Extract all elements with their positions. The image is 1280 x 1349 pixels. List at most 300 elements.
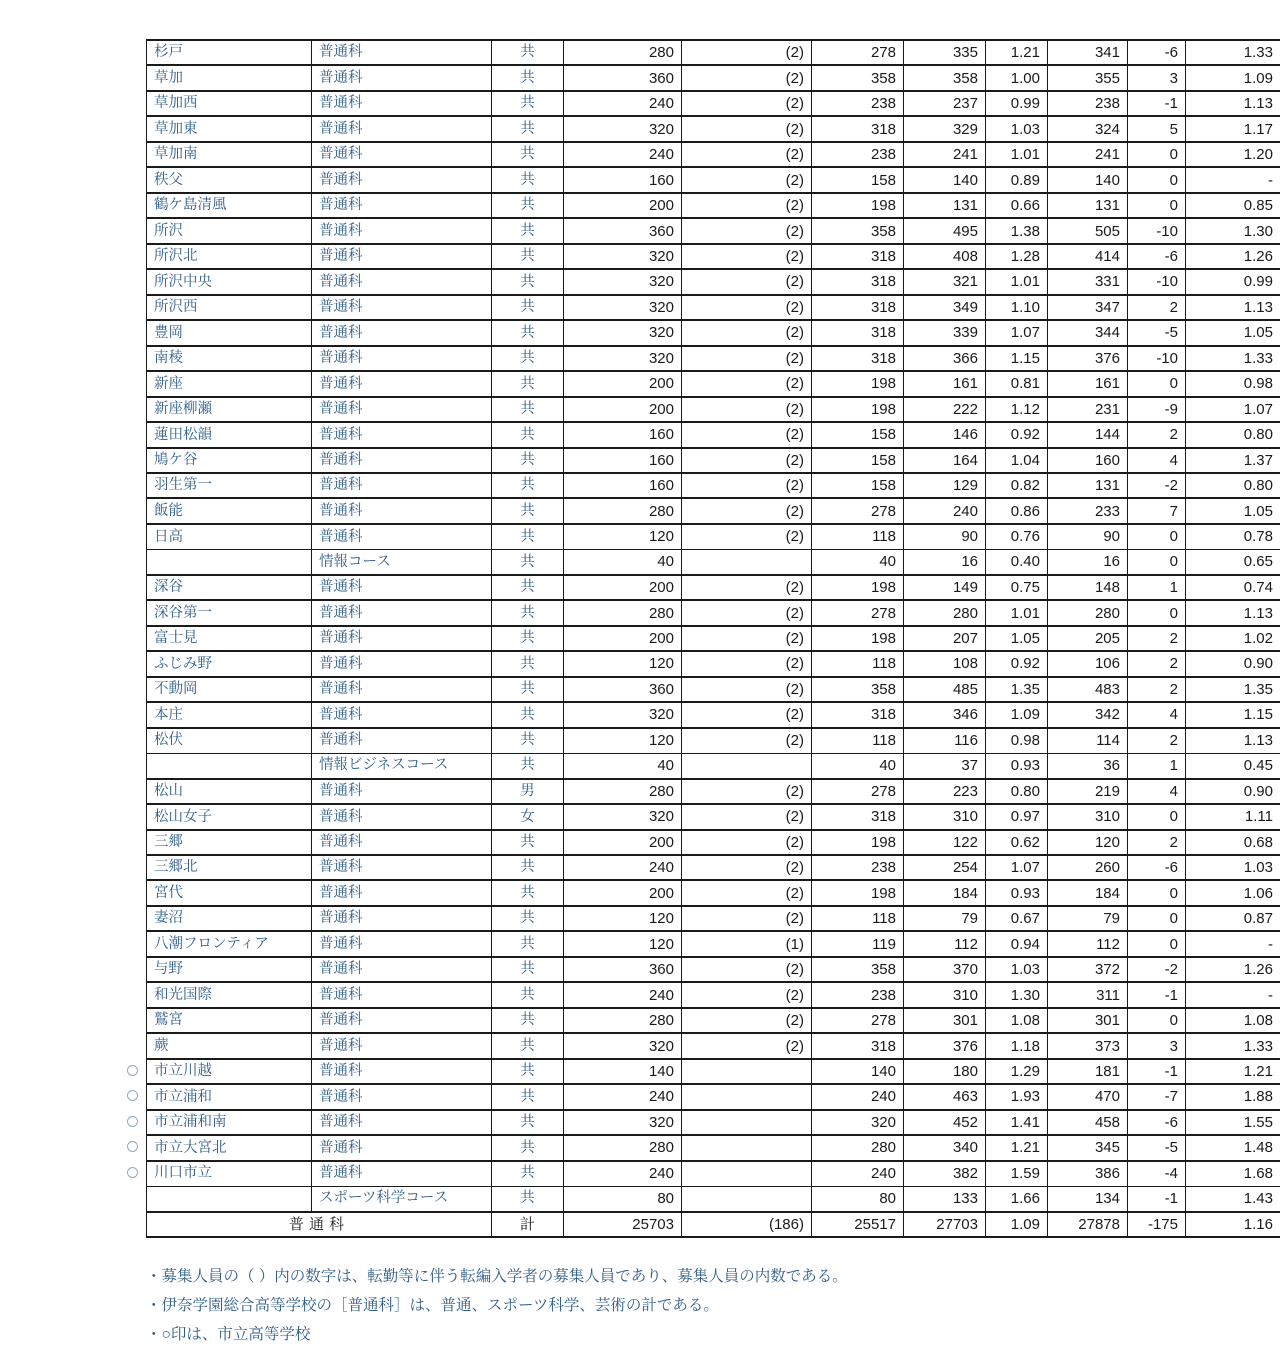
cell-transfer-quota: (2) (682, 1008, 812, 1033)
cell-sex-code: 共 (492, 1135, 564, 1160)
table-row (147, 728, 1280, 753)
cell-transfer-quota: (2) (682, 218, 812, 243)
cell-course-name: 普通科 (312, 1161, 492, 1186)
cell-course-name: 普通科 (312, 1008, 492, 1033)
table-row (147, 1033, 1280, 1058)
cell-applicants: 495 (904, 218, 986, 243)
cell-capacity: 320 (564, 1110, 682, 1135)
cell-course-name: 普通科 (312, 320, 492, 345)
cell-capacity: 200 (564, 371, 682, 396)
cell-applicants-prev: 241 (1048, 142, 1128, 167)
cell-course-name: 情報ビジネスコース (312, 753, 492, 778)
table-row (147, 320, 1280, 345)
cell-net-capacity: 318 (812, 346, 904, 371)
cell-rate: 1.93 (986, 1084, 1048, 1109)
cell-sex-code: 共 (492, 1186, 564, 1211)
municipal-school-circle-icon (127, 1141, 138, 1152)
cell-capacity: 160 (564, 422, 682, 447)
cell-applicants-prev: 205 (1048, 626, 1128, 651)
cell-rate: 0.76 (986, 524, 1048, 549)
table-row (147, 269, 1280, 294)
cell-course-name: 普通科 (312, 880, 492, 905)
cell-applicants: 37 (904, 753, 986, 778)
cell-rate-prev: 1.11 (1186, 804, 1280, 829)
cell-transfer-quota: (2) (682, 498, 812, 523)
cell-sex-code: 男 (492, 779, 564, 804)
cell-course-name: 普通科 (312, 600, 492, 625)
cell-applicants-prev: 458 (1048, 1110, 1128, 1135)
cell-applicants: 184 (904, 880, 986, 905)
cell-applicants-prev: 106 (1048, 651, 1128, 676)
cell-school-name: 市立川越 (147, 1059, 312, 1084)
cell-rate: 1.21 (986, 40, 1048, 65)
cell-sex-code: 共 (492, 142, 564, 167)
cell-rate-prev: 1.05 (1186, 320, 1280, 345)
cell-diff: 0 (1128, 193, 1186, 218)
cell-net-capacity: 198 (812, 193, 904, 218)
cell-applicants: 240 (904, 498, 986, 523)
cell-sex-code: 共 (492, 600, 564, 625)
cell-transfer-quota: (2) (682, 244, 812, 269)
cell-rate-prev: 1.48 (1186, 1135, 1280, 1160)
cell-applicants-prev: 144 (1048, 422, 1128, 447)
cell-school-name: 草加南 (147, 142, 312, 167)
cell-net-capacity: 40 (812, 549, 904, 574)
cell-rate: 1.12 (986, 397, 1048, 422)
cell-rate: 0.40 (986, 549, 1048, 574)
cell-sex-code: 共 (492, 880, 564, 905)
cell-transfer-quota: (2) (682, 91, 812, 116)
cell-applicants-prev: 131 (1048, 473, 1128, 498)
admissions-table-container (146, 39, 1180, 1238)
cell-diff: 2 (1128, 677, 1186, 702)
cell-net-capacity: 118 (812, 906, 904, 931)
cell-applicants-prev: 161 (1048, 371, 1128, 396)
cell-applicants-prev: 140 (1048, 167, 1128, 192)
cell-net-capacity: 238 (812, 982, 904, 1007)
cell-net-capacity: 278 (812, 600, 904, 625)
cell-transfer-quota: (2) (682, 448, 812, 473)
table-row (147, 906, 1280, 931)
marker-slot (118, 803, 146, 828)
cell-school-name: 市立大宮北 (147, 1135, 312, 1160)
cell-applicants: 241 (904, 142, 986, 167)
cell-applicants-prev: 16 (1048, 549, 1128, 574)
cell-rate: 1.59 (986, 1161, 1048, 1186)
cell-course-name: 普通科 (312, 1059, 492, 1084)
cell-sex-code: 共 (492, 1110, 564, 1135)
cell-capacity: 280 (564, 40, 682, 65)
cell-course-name: 普通科 (312, 677, 492, 702)
cell-sex-code: 共 (492, 116, 564, 141)
cell-sex-code: 共 (492, 397, 564, 422)
cell-applicants: 376 (904, 1033, 986, 1058)
cell-applicants-prev: 238 (1048, 91, 1128, 116)
cell-course-name: 普通科 (312, 651, 492, 676)
cell-transfer-quota (682, 1186, 812, 1211)
cell-diff: 0 (1128, 931, 1186, 956)
cell-applicants: 149 (904, 575, 986, 600)
cell-diff: 0 (1128, 906, 1186, 931)
cell-capacity: 200 (564, 575, 682, 600)
cell-rate-prev: 1.06 (1186, 880, 1280, 905)
cell-sex-code: 共 (492, 269, 564, 294)
cell-rate-prev: 1.15 (1186, 702, 1280, 727)
cell-sex-code: 共 (492, 91, 564, 116)
cell-capacity: 40 (564, 549, 682, 574)
cell-rate-prev: 0.80 (1186, 422, 1280, 447)
cell-applicants-prev: 79 (1048, 906, 1128, 931)
cell-course-name: 普通科 (312, 193, 492, 218)
cell-rate: 0.80 (986, 779, 1048, 804)
municipal-school-circle-icon (127, 1167, 138, 1178)
cell-transfer-quota: (2) (682, 167, 812, 192)
cell-capacity: 200 (564, 397, 682, 422)
marker-slot (118, 879, 146, 904)
cell-capacity: 280 (564, 498, 682, 523)
cell-capacity: 280 (564, 779, 682, 804)
marker-slot (118, 370, 146, 395)
cell-school-name: 深谷第一 (147, 600, 312, 625)
cell-rate: 1.01 (986, 600, 1048, 625)
cell-rate-prev: 0.90 (1186, 779, 1280, 804)
cell-school-name: 市立浦和南 (147, 1110, 312, 1135)
table-row (147, 1186, 1280, 1211)
cell-applicants-prev: 231 (1048, 397, 1128, 422)
marker-slot (118, 217, 146, 242)
cell-diff: 5 (1128, 116, 1186, 141)
cell-applicants-prev: 331 (1048, 269, 1128, 294)
cell-course-name: 普通科 (312, 702, 492, 727)
cell-diff: 4 (1128, 702, 1186, 727)
cell-transfer-quota: (2) (682, 371, 812, 396)
cell-sex-code: 共 (492, 193, 564, 218)
table-row (147, 753, 1280, 778)
cell-diff: 7 (1128, 498, 1186, 523)
cell-course-name: 普通科 (312, 91, 492, 116)
marker-slot (118, 345, 146, 370)
cell-applicants-prev: 160 (1048, 448, 1128, 473)
table-row (147, 244, 1280, 269)
cell-school-name: 鳩ケ谷 (147, 448, 312, 473)
cell-capacity: 40 (564, 753, 682, 778)
cell-rate-prev: 1.13 (1186, 295, 1280, 320)
cell-rate-prev: - (1186, 931, 1280, 956)
cell-capacity: 240 (564, 1084, 682, 1109)
cell-sex-code: 共 (492, 830, 564, 855)
cell-applicants: 79 (904, 906, 986, 931)
cell-school-name: 三郷北 (147, 855, 312, 880)
table-row (147, 702, 1280, 727)
cell-school-name: 所沢北 (147, 244, 312, 269)
cell-capacity: 120 (564, 651, 682, 676)
cell-applicants: 237 (904, 91, 986, 116)
cell-applicants-prev: 483 (1048, 677, 1128, 702)
cell-sex-code: 共 (492, 295, 564, 320)
cell-applicants: 301 (904, 1008, 986, 1033)
cell-net-capacity: 118 (812, 728, 904, 753)
cell-applicants-prev: 181 (1048, 1059, 1128, 1084)
table-row (147, 346, 1280, 371)
cell-school-name: 新座柳瀬 (147, 397, 312, 422)
cell-transfer-quota: (2) (682, 269, 812, 294)
cell-school-name: 蕨 (147, 1033, 312, 1058)
table-row (147, 651, 1280, 676)
cell-rate: 0.66 (986, 193, 1048, 218)
cell-school-name (147, 1186, 312, 1211)
table-row (147, 1110, 1280, 1135)
cell-transfer-quota: (1) (682, 931, 812, 956)
cell-applicants-prev: 345 (1048, 1135, 1128, 1160)
cell-applicants: 140 (904, 167, 986, 192)
cell-net-capacity: 158 (812, 422, 904, 447)
cell-diff: -5 (1128, 1135, 1186, 1160)
cell-school-name: 羽生第一 (147, 473, 312, 498)
table-row (147, 804, 1280, 829)
marker-slot (118, 268, 146, 293)
cell-applicants-prev: 134 (1048, 1186, 1128, 1211)
cell-transfer-quota: (2) (682, 346, 812, 371)
cell-rate: 0.82 (986, 473, 1048, 498)
marker-slot (118, 778, 146, 803)
cell-diff: 2 (1128, 626, 1186, 651)
table-row (147, 524, 1280, 549)
cell-applicants-prev: 114 (1048, 728, 1128, 753)
cell-sex-code: 共 (492, 1059, 564, 1084)
cell-rate: 0.98 (986, 728, 1048, 753)
cell-capacity: 320 (564, 116, 682, 141)
cell-capacity: 120 (564, 524, 682, 549)
table-row (147, 779, 1280, 804)
total-label: 普通科 (147, 1212, 492, 1237)
cell-applicants-prev: 90 (1048, 524, 1128, 549)
cell-diff: -6 (1128, 40, 1186, 65)
cell-net-capacity: 198 (812, 371, 904, 396)
cell-rate: 0.92 (986, 422, 1048, 447)
cell-capacity: 240 (564, 1161, 682, 1186)
cell-transfer-quota (682, 753, 812, 778)
cell-net-capacity: 318 (812, 804, 904, 829)
cell-diff: 0 (1128, 1008, 1186, 1033)
cell-sex-code: 共 (492, 167, 564, 192)
cell-school-name: 秩父 (147, 167, 312, 192)
marker-slot (118, 650, 146, 675)
cell-school-name: 松伏 (147, 728, 312, 753)
cell-sex-code: 共 (492, 244, 564, 269)
cell-capacity: 320 (564, 702, 682, 727)
marker-slot (118, 319, 146, 344)
table-row (147, 218, 1280, 243)
cell-rate-prev: 1.05 (1186, 498, 1280, 523)
cell-applicants: 452 (904, 1110, 986, 1135)
table-row (147, 91, 1280, 116)
cell-school-name: 飯能 (147, 498, 312, 523)
cell-course-name: 普通科 (312, 575, 492, 600)
cell-sex-code: 共 (492, 346, 564, 371)
cell-rate: 1.08 (986, 1008, 1048, 1033)
cell-sex-code: 共 (492, 651, 564, 676)
cell-school-name: 本庄 (147, 702, 312, 727)
total-sex-code: 計 (492, 1212, 564, 1237)
cell-applicants-prev: 219 (1048, 779, 1128, 804)
cell-transfer-quota: (2) (682, 193, 812, 218)
cell-school-name: 松山 (147, 779, 312, 804)
table-row (147, 397, 1280, 422)
cell-school-name: 新座 (147, 371, 312, 396)
cell-rate: 1.21 (986, 1135, 1048, 1160)
cell-rate: 0.89 (986, 167, 1048, 192)
cell-rate-prev: 1.26 (1186, 957, 1280, 982)
marker-slot (118, 1185, 146, 1210)
cell-diff: -1 (1128, 1059, 1186, 1084)
cell-applicants: 280 (904, 600, 986, 625)
cell-transfer-quota: (2) (682, 320, 812, 345)
cell-diff: 0 (1128, 804, 1186, 829)
cell-applicants-prev: 376 (1048, 346, 1128, 371)
cell-diff: 0 (1128, 549, 1186, 574)
cell-diff: -9 (1128, 397, 1186, 422)
cell-applicants: 310 (904, 982, 986, 1007)
cell-capacity: 280 (564, 1135, 682, 1160)
cell-school-name: 鷲宮 (147, 1008, 312, 1033)
cell-capacity: 200 (564, 193, 682, 218)
cell-capacity: 240 (564, 142, 682, 167)
cell-sex-code: 共 (492, 1161, 564, 1186)
cell-rate-prev: 0.85 (1186, 193, 1280, 218)
cell-school-name: 市立浦和 (147, 1084, 312, 1109)
marker-slot (118, 64, 146, 89)
cell-rate-prev: 0.99 (1186, 269, 1280, 294)
cell-rate: 1.07 (986, 320, 1048, 345)
cell-transfer-quota (682, 1110, 812, 1135)
cell-transfer-quota: (2) (682, 830, 812, 855)
cell-applicants-prev: 184 (1048, 880, 1128, 905)
cell-rate-prev: 1.02 (1186, 626, 1280, 651)
cell-net-capacity: 358 (812, 677, 904, 702)
cell-rate: 0.81 (986, 371, 1048, 396)
table-row (147, 677, 1280, 702)
marker-slot (118, 1109, 146, 1134)
cell-school-name: ふじみ野 (147, 651, 312, 676)
table-total-row (147, 1212, 1280, 1237)
cell-rate-prev: 1.55 (1186, 1110, 1280, 1135)
cell-rate: 1.00 (986, 65, 1048, 90)
cell-school-name: 三郷 (147, 830, 312, 855)
marker-slot (118, 981, 146, 1006)
marker-slot (118, 421, 146, 446)
cell-rate-prev: 0.68 (1186, 830, 1280, 855)
cell-net-capacity: 158 (812, 448, 904, 473)
cell-sex-code: 共 (492, 549, 564, 574)
cell-net-capacity: 238 (812, 855, 904, 880)
total-applicants: 27703 (904, 1212, 986, 1237)
cell-sex-code: 共 (492, 473, 564, 498)
cell-diff: 0 (1128, 880, 1186, 905)
cell-net-capacity: 278 (812, 498, 904, 523)
cell-transfer-quota (682, 1161, 812, 1186)
cell-diff: 3 (1128, 1033, 1186, 1058)
municipal-school-circle-icon (127, 1090, 138, 1101)
cell-transfer-quota: (2) (682, 40, 812, 65)
cell-rate-prev: 1.26 (1186, 244, 1280, 269)
table-row (147, 295, 1280, 320)
table-row (147, 957, 1280, 982)
cell-applicants: 90 (904, 524, 986, 549)
marker-slot (118, 141, 146, 166)
table-row (147, 1059, 1280, 1084)
cell-school-name: 蓮田松韻 (147, 422, 312, 447)
cell-rate: 1.29 (986, 1059, 1048, 1084)
cell-applicants-prev: 344 (1048, 320, 1128, 345)
cell-applicants: 329 (904, 116, 986, 141)
cell-applicants: 358 (904, 65, 986, 90)
cell-school-name: 八潮フロンティア (147, 931, 312, 956)
cell-diff: 4 (1128, 779, 1186, 804)
cell-school-name: 和光国際 (147, 982, 312, 1007)
admissions-table (146, 39, 1280, 1238)
marker-slot (118, 115, 146, 140)
table-row (147, 142, 1280, 167)
cell-rate-prev: 0.87 (1186, 906, 1280, 931)
municipal-school-circle-icon (127, 1116, 138, 1127)
cell-transfer-quota: (2) (682, 600, 812, 625)
cell-sex-code: 共 (492, 906, 564, 931)
cell-applicants: 310 (904, 804, 986, 829)
table-row (147, 549, 1280, 574)
cell-course-name: 情報コース (312, 549, 492, 574)
cell-school-name: 鶴ケ島清風 (147, 193, 312, 218)
cell-transfer-quota: (2) (682, 957, 812, 982)
cell-school-name: 草加東 (147, 116, 312, 141)
cell-rate-prev: 0.98 (1186, 371, 1280, 396)
cell-capacity: 320 (564, 804, 682, 829)
cell-capacity: 120 (564, 728, 682, 753)
cell-applicants: 335 (904, 40, 986, 65)
table-row (147, 1161, 1280, 1186)
cell-rate: 1.38 (986, 218, 1048, 243)
cell-course-name: 普通科 (312, 295, 492, 320)
cell-rate-prev: 0.90 (1186, 651, 1280, 676)
cell-diff: 4 (1128, 448, 1186, 473)
cell-applicants: 222 (904, 397, 986, 422)
cell-rate-prev: 0.45 (1186, 753, 1280, 778)
cell-transfer-quota: (2) (682, 982, 812, 1007)
marker-slot (118, 625, 146, 650)
cell-transfer-quota: (2) (682, 906, 812, 931)
cell-course-name: 普通科 (312, 397, 492, 422)
cell-applicants: 207 (904, 626, 986, 651)
cell-diff: -10 (1128, 269, 1186, 294)
cell-applicants: 366 (904, 346, 986, 371)
cell-capacity: 360 (564, 218, 682, 243)
cell-applicants-prev: 131 (1048, 193, 1128, 218)
cell-rate-prev: 1.07 (1186, 397, 1280, 422)
cell-course-name: スポーツ科学コース (312, 1186, 492, 1211)
cell-rate-prev: 1.68 (1186, 1161, 1280, 1186)
marker-slot (118, 1007, 146, 1032)
cell-rate-prev: 0.74 (1186, 575, 1280, 600)
cell-rate-prev: 1.20 (1186, 142, 1280, 167)
cell-rate-prev: 1.88 (1186, 1084, 1280, 1109)
cell-rate-prev: 1.03 (1186, 855, 1280, 880)
table-row (147, 116, 1280, 141)
marker-slot (118, 548, 146, 573)
cell-course-name: 普通科 (312, 371, 492, 396)
cell-transfer-quota: (2) (682, 728, 812, 753)
cell-course-name: 普通科 (312, 1084, 492, 1109)
cell-diff: -6 (1128, 855, 1186, 880)
cell-diff: 0 (1128, 167, 1186, 192)
